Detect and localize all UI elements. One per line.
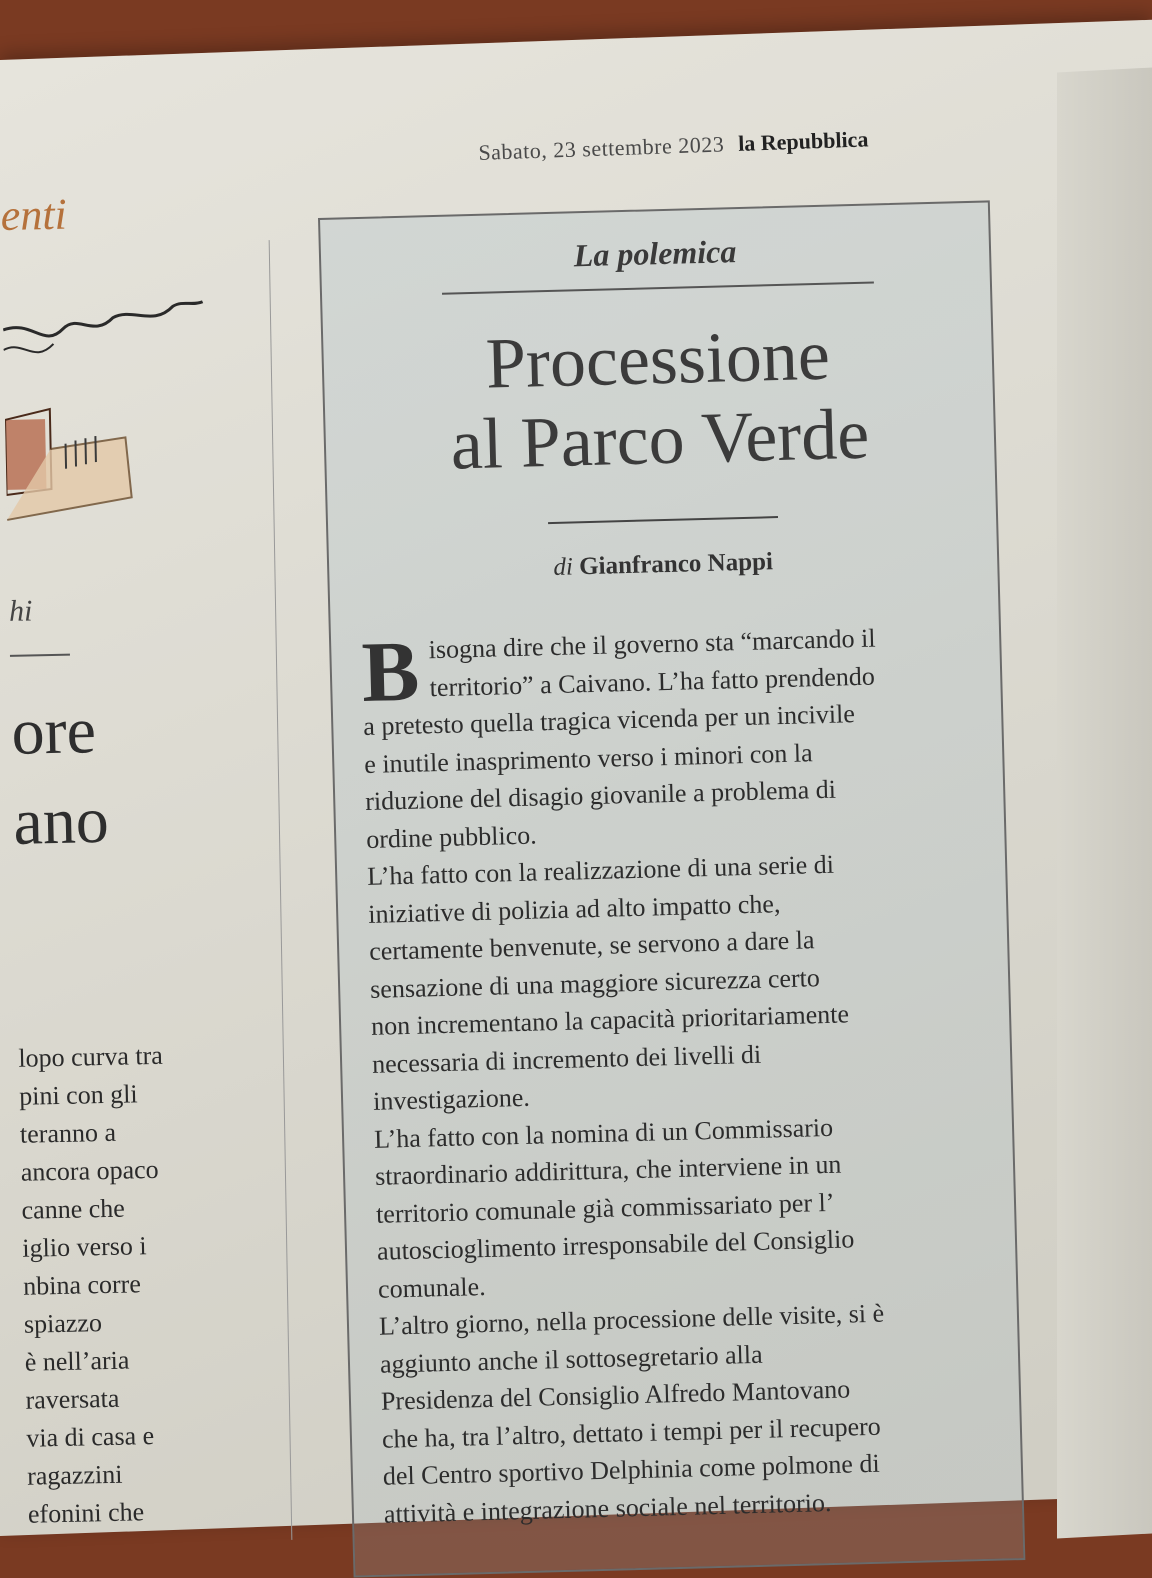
left-body-line: spiazzo bbox=[23, 1308, 103, 1339]
body-line: che ha, tra l’altro, dettato i tempi per il recupero bbox=[381, 1411, 882, 1454]
left-body-line: canne che bbox=[21, 1193, 126, 1225]
left-rule bbox=[10, 654, 70, 657]
left-body-line: nbina corre bbox=[22, 1269, 142, 1301]
left-body-line: iglio verso i bbox=[22, 1231, 147, 1263]
left-body-line: raversata bbox=[25, 1383, 120, 1415]
left-body-line: via di casa e bbox=[26, 1421, 155, 1453]
paragraph-4 bbox=[379, 1291, 1025, 1533]
body-line: investigazione. bbox=[372, 1082, 531, 1116]
body-line: non incrementano la capacità prioritariamente bbox=[370, 999, 850, 1041]
article-title bbox=[323, 310, 995, 487]
body-line: straordinario addirittura, che interviene in un bbox=[374, 1149, 842, 1191]
left-body-line: ancora opaco bbox=[20, 1154, 159, 1187]
body-line: Presidenza del Consiglio Alfredo Mantovano bbox=[380, 1374, 851, 1416]
left-body-line: efonini che bbox=[27, 1497, 145, 1529]
title-rule bbox=[548, 516, 778, 524]
body-line: e inutile inasprimento verso i minori con la bbox=[363, 737, 813, 779]
left-body-line: lopo curva tra bbox=[18, 1040, 164, 1073]
article-kicker: La polemica bbox=[573, 233, 737, 274]
body-line: isogna dire che il governo sta “marcando il bbox=[428, 623, 876, 665]
body-line: aggiunto anche il sottosegretario alla bbox=[379, 1339, 763, 1379]
body-line: L’ha fatto con la realizzazione di una serie di bbox=[366, 849, 835, 891]
paragraph-2 bbox=[367, 841, 1014, 1120]
paragraph-1 bbox=[361, 616, 1007, 858]
byline-prefix: di bbox=[553, 553, 574, 581]
left-headline-line-2: ano bbox=[12, 783, 110, 859]
left-body-line: teranno a bbox=[19, 1117, 117, 1149]
body-line: iniziative di polizia ad alto impatto che, bbox=[367, 888, 781, 929]
sketch-illustration bbox=[2, 265, 267, 530]
left-body-line: pini con gli bbox=[18, 1079, 138, 1111]
body-line: L’ha fatto con la nomina di un Commissario bbox=[373, 1112, 834, 1154]
left-body-line: è nell’aria bbox=[24, 1345, 130, 1377]
body-line: territorio comunale già commissariato per l’ bbox=[375, 1187, 835, 1229]
left-body-text bbox=[18, 1034, 288, 1533]
body-line: certamente benvenute, se servono a dare la bbox=[368, 925, 815, 966]
byline-author: Gianfranco Nappi bbox=[578, 548, 774, 581]
article-byline bbox=[329, 542, 998, 587]
paragraph-3 bbox=[374, 1104, 1019, 1308]
title-line-2: al Parco Verde bbox=[449, 393, 871, 485]
left-column bbox=[0, 174, 308, 1536]
body-line: sensazione di una maggiore sicurezza certo bbox=[369, 962, 821, 1004]
left-body-line: ragazzini bbox=[26, 1459, 123, 1491]
body-line: L’altro giorno, nella processione delle visite, si è bbox=[378, 1298, 885, 1341]
body-line: necessaria di incremento dei livelli di bbox=[371, 1039, 762, 1079]
article-box bbox=[318, 200, 1025, 1577]
kicker-rule bbox=[442, 281, 874, 294]
body-line: riduzione del disagio giovanile a problema di bbox=[364, 774, 837, 816]
body-line: attività e integrazione sociale nel territorio. bbox=[383, 1487, 832, 1529]
body-line: autoscioglimento irresponsabile del Consiglio bbox=[376, 1224, 855, 1266]
article-body bbox=[361, 616, 1024, 1532]
body-line: comunale. bbox=[377, 1271, 486, 1304]
newspaper-name: la Repubblica bbox=[737, 126, 869, 156]
drop-cap: B bbox=[360, 622, 421, 720]
section-tag: enti bbox=[0, 189, 68, 240]
body-line: ordine pubblico. bbox=[365, 819, 538, 854]
body-line: del Centro sportivo Delphinia come polmone di bbox=[382, 1448, 880, 1491]
title-line-1: Processione bbox=[484, 314, 831, 404]
next-page-edge bbox=[1057, 68, 1152, 1539]
publication-date: Sabato, 23 settembre 2023 bbox=[478, 131, 725, 165]
left-headline-line-1: ore bbox=[10, 694, 97, 769]
left-signature: hi bbox=[8, 594, 33, 628]
body-line: a pretesto quella tragica vicenda per un incivile bbox=[362, 699, 856, 741]
body-line: territorio” a Caivano. L’ha fatto prendendo bbox=[429, 661, 876, 702]
